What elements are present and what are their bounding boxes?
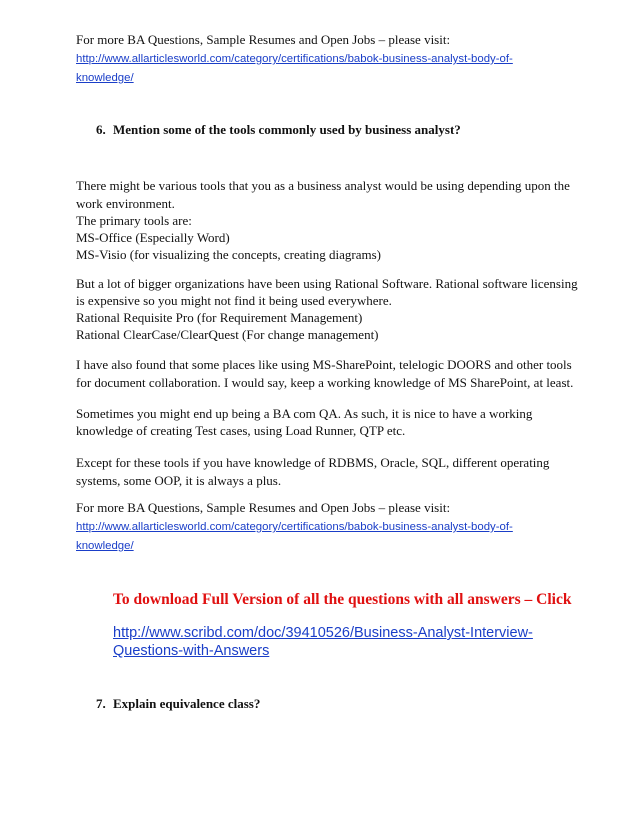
body-line: But a lot of bigger organizations have been using Rational Software. Rational software licensing [76,276,578,291]
body-line: work environment. [76,196,175,211]
body-line: There might be various tools that you as a business analyst would be using depending upon the [76,178,570,193]
scribd-link-continued[interactable]: Questions-with-Answers [113,643,270,659]
question-6-heading: Mention some of the tools commonly used by business analyst? [113,122,461,137]
question-7-heading: Explain equivalence class? [113,696,261,711]
allarticles-link-continued[interactable]: knowledge/ [76,540,134,552]
visit-text: For more BA Questions, Sample Resumes and Open Jobs – please visit: [76,500,451,515]
question-7-number: 7. [96,696,106,711]
download-full-version-text: To download Full Version of all the questions with all answers – Click [113,591,572,608]
body-line: I have also found that some places like using MS-SharePoint, telelogic DOORS and other tools [76,357,572,372]
visit-text: For more BA Questions, Sample Resumes and Open Jobs – please visit: [76,32,451,47]
body-line: The primary tools are: [76,213,192,228]
body-line: Rational Requisite Pro (for Requirement Management) [76,310,363,325]
body-line: is expensive so you might not find it being used everywhere. [76,293,392,308]
body-line: for document collaboration. I would say, keep a working knowledge of MS SharePoint, at least. [76,375,574,390]
body-line: systems, some OOP, it is always a plus. [76,473,282,488]
body-line: Except for these tools if you have knowledge of RDBMS, Oracle, SQL, different operating [76,455,550,470]
body-line: MS-Office (Especially Word) [76,230,230,245]
body-line: MS-Visio (for visualizing the concepts, creating diagrams) [76,247,381,262]
body-line: Sometimes you might end up being a BA com QA. As such, it is nice to have a working [76,406,533,421]
allarticles-link[interactable]: http://www.allarticlesworld.com/category/certifications/babok-business-analyst-body-of- [76,521,513,533]
allarticles-link-continued[interactable]: knowledge/ [76,72,134,84]
scribd-link[interactable]: http://www.scribd.com/doc/39410526/Business-Analyst-Interview- [113,625,533,641]
allarticles-link[interactable]: http://www.allarticlesworld.com/category/certifications/babok-business-analyst-body-of- [76,53,513,65]
body-line: Rational ClearCase/ClearQuest (For change management) [76,327,379,342]
body-line: knowledge of creating Test cases, using Load Runner, QTP etc. [76,423,406,438]
question-6-number: 6. [96,122,106,137]
